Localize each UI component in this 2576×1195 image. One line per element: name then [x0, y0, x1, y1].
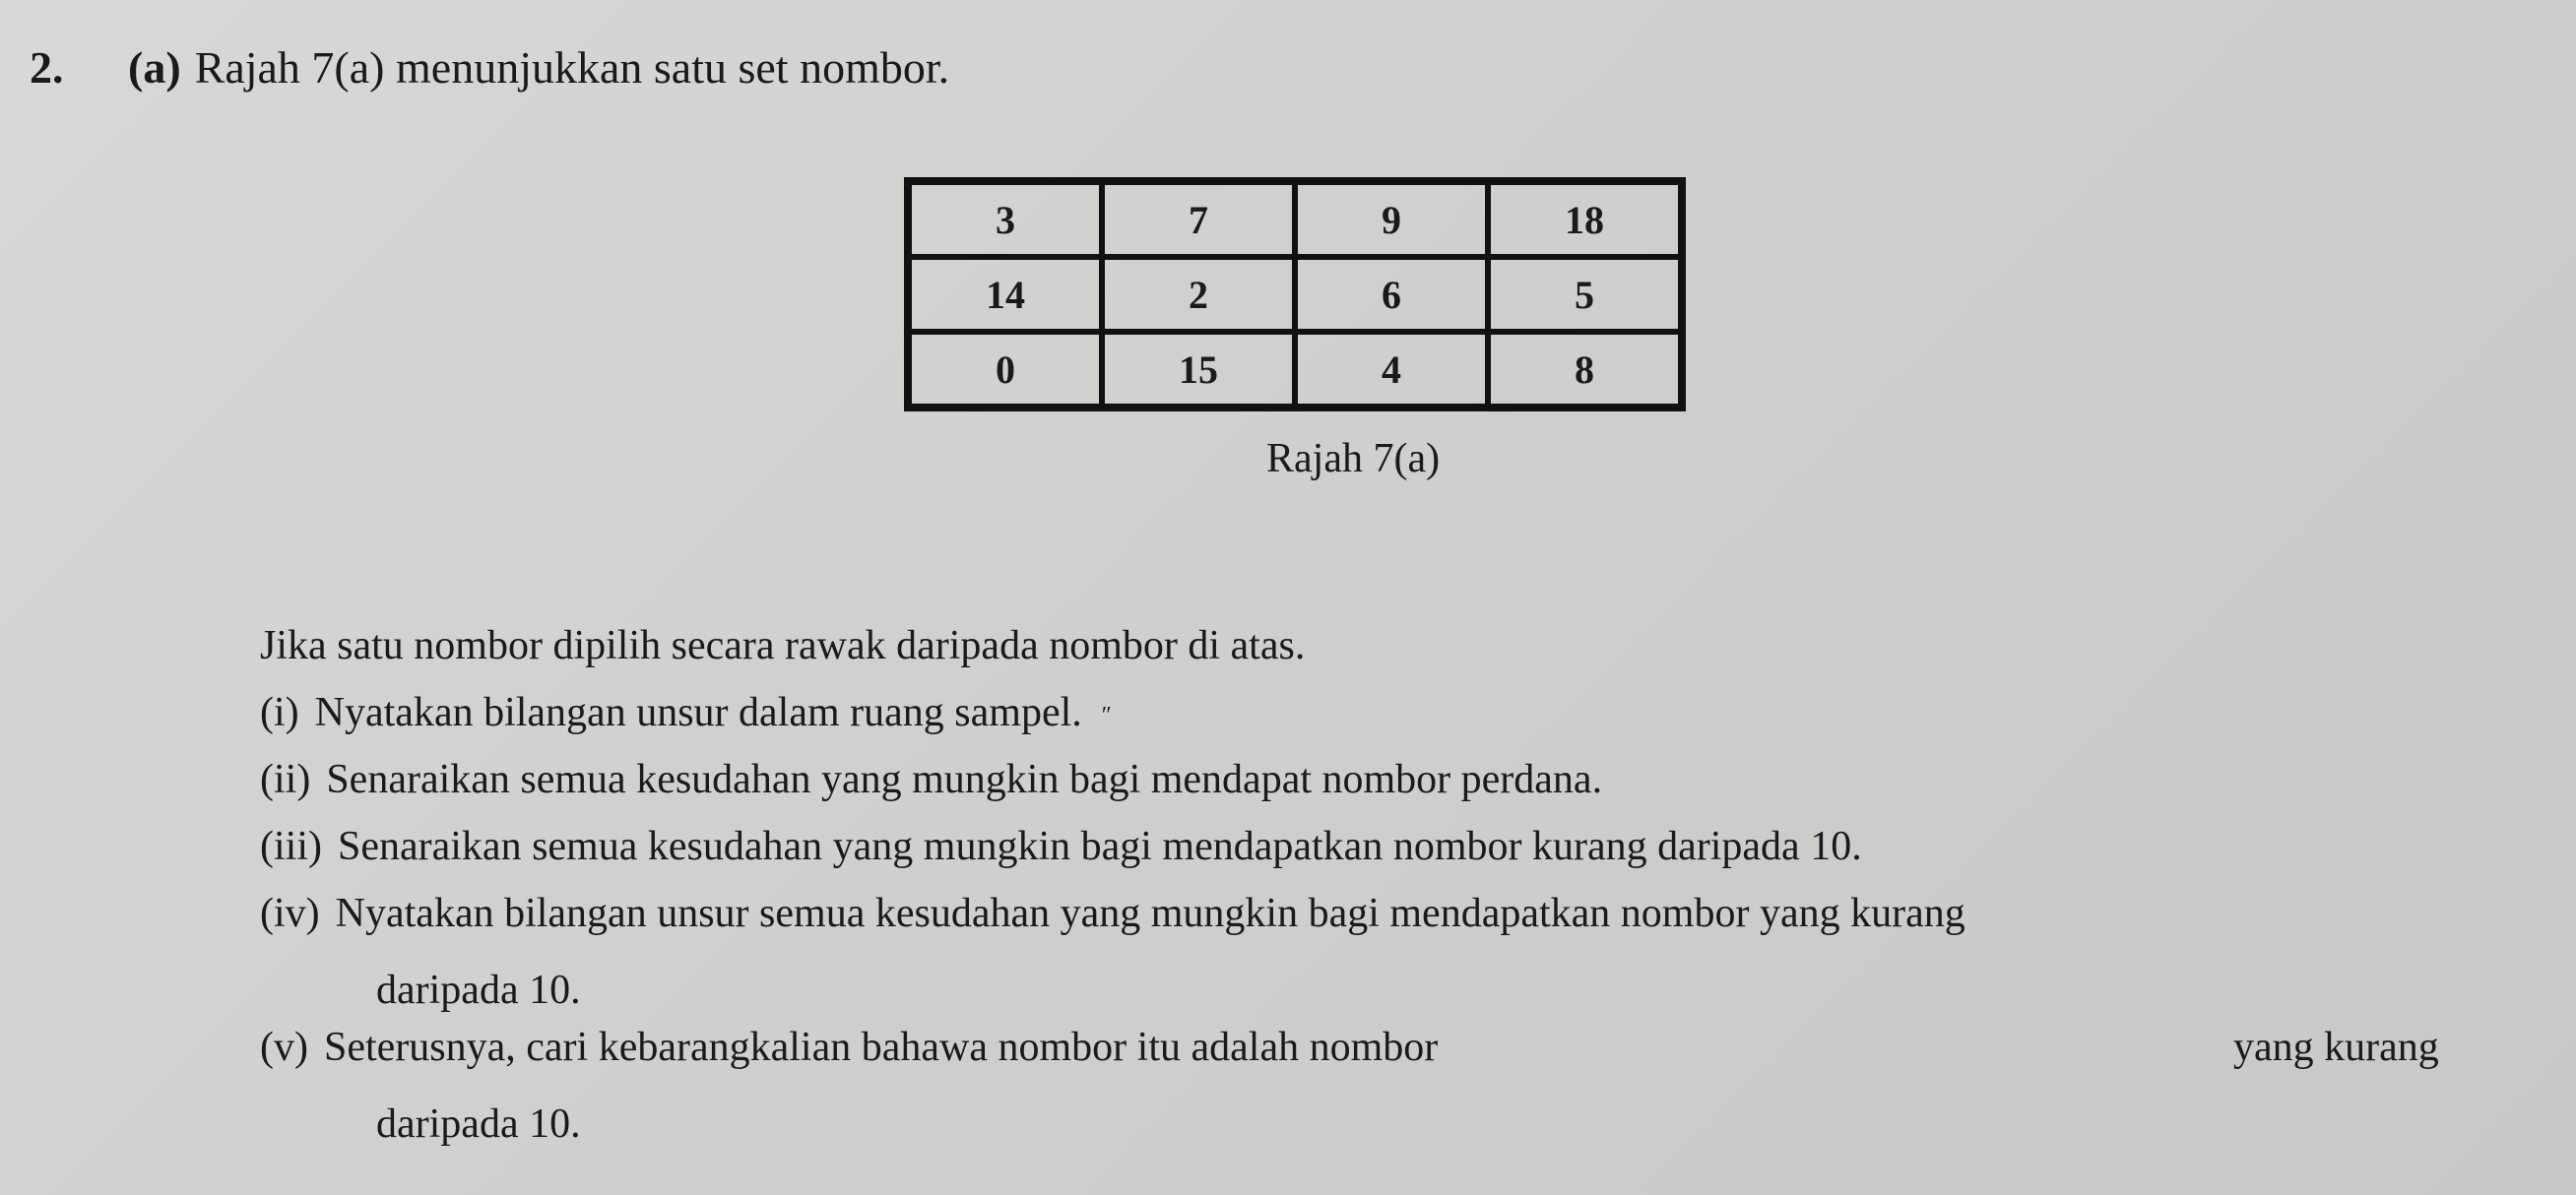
sub-question-label: (iii) — [260, 824, 322, 869]
question-number: 2. — [30, 42, 64, 93]
sub-question-text: Senaraikan semua kesudahan yang mungkin bagi mendapatkan nombor kurang daripada 10. — [337, 824, 1862, 869]
sub-question-v-continuation: daripada 10. — [376, 1101, 581, 1147]
sub-question-text: Senaraikan semua kesudahan yang mungkin bagi mendapat nombor perdana. — [326, 757, 1603, 802]
sub-question-i — [260, 689, 1112, 736]
table-row — [909, 182, 1681, 257]
question-part-label: (a) — [128, 42, 181, 93]
table-cell: 2 — [1102, 257, 1295, 332]
number-set-table — [904, 177, 1686, 411]
table-cell: 4 — [1295, 332, 1488, 407]
sub-question-v — [260, 1024, 1438, 1071]
sub-question-label: (iv) — [260, 891, 320, 936]
table-row — [909, 257, 1681, 332]
sub-question-label: (ii) — [260, 757, 311, 802]
question-intro-text: Rajah 7(a) menunjukkan satu set nombor. — [194, 42, 950, 93]
sub-question-text: Nyatakan bilangan unsur dalam ruang sampel. — [314, 690, 1082, 735]
table-cell: 7 — [1102, 182, 1295, 257]
stray-mark: ″ — [1101, 702, 1112, 728]
table-cell: 3 — [909, 182, 1102, 257]
table-cell: 6 — [1295, 257, 1488, 332]
sub-question-iv — [260, 890, 1965, 937]
table-cell: 9 — [1295, 182, 1488, 257]
table-cell: 5 — [1488, 257, 1681, 332]
table-cell: 8 — [1488, 332, 1681, 407]
sub-question-text: Seterusnya, cari kebarangkalian bahawa nombor itu adalah nombor — [323, 1025, 1439, 1070]
table-cell: 15 — [1102, 332, 1295, 407]
sub-question-iv-continuation: daripada 10. — [376, 968, 581, 1013]
table-cell: 14 — [909, 257, 1102, 332]
figure-caption: Rajah 7(a) — [1266, 436, 1441, 481]
sub-question-iii — [260, 823, 1862, 870]
table-cell: 0 — [909, 332, 1102, 407]
question-stem: Jika satu nombor dipilih secara rawak daripada nombor di atas. — [260, 623, 1306, 668]
table-row — [909, 332, 1681, 407]
table-cell: 18 — [1488, 182, 1681, 257]
sub-question-label: (v) — [260, 1025, 308, 1070]
question-intro — [128, 41, 949, 94]
sub-question-text: Nyatakan bilangan unsur semua kesudahan yang mungkin bagi mendapatkan nombor yang kurang — [335, 891, 1965, 936]
number-set-figure — [904, 177, 1686, 411]
sub-question-v-after-gap: yang kurang — [2233, 1025, 2439, 1070]
sub-question-label: (i) — [260, 690, 299, 735]
sub-question-ii — [260, 756, 1602, 803]
